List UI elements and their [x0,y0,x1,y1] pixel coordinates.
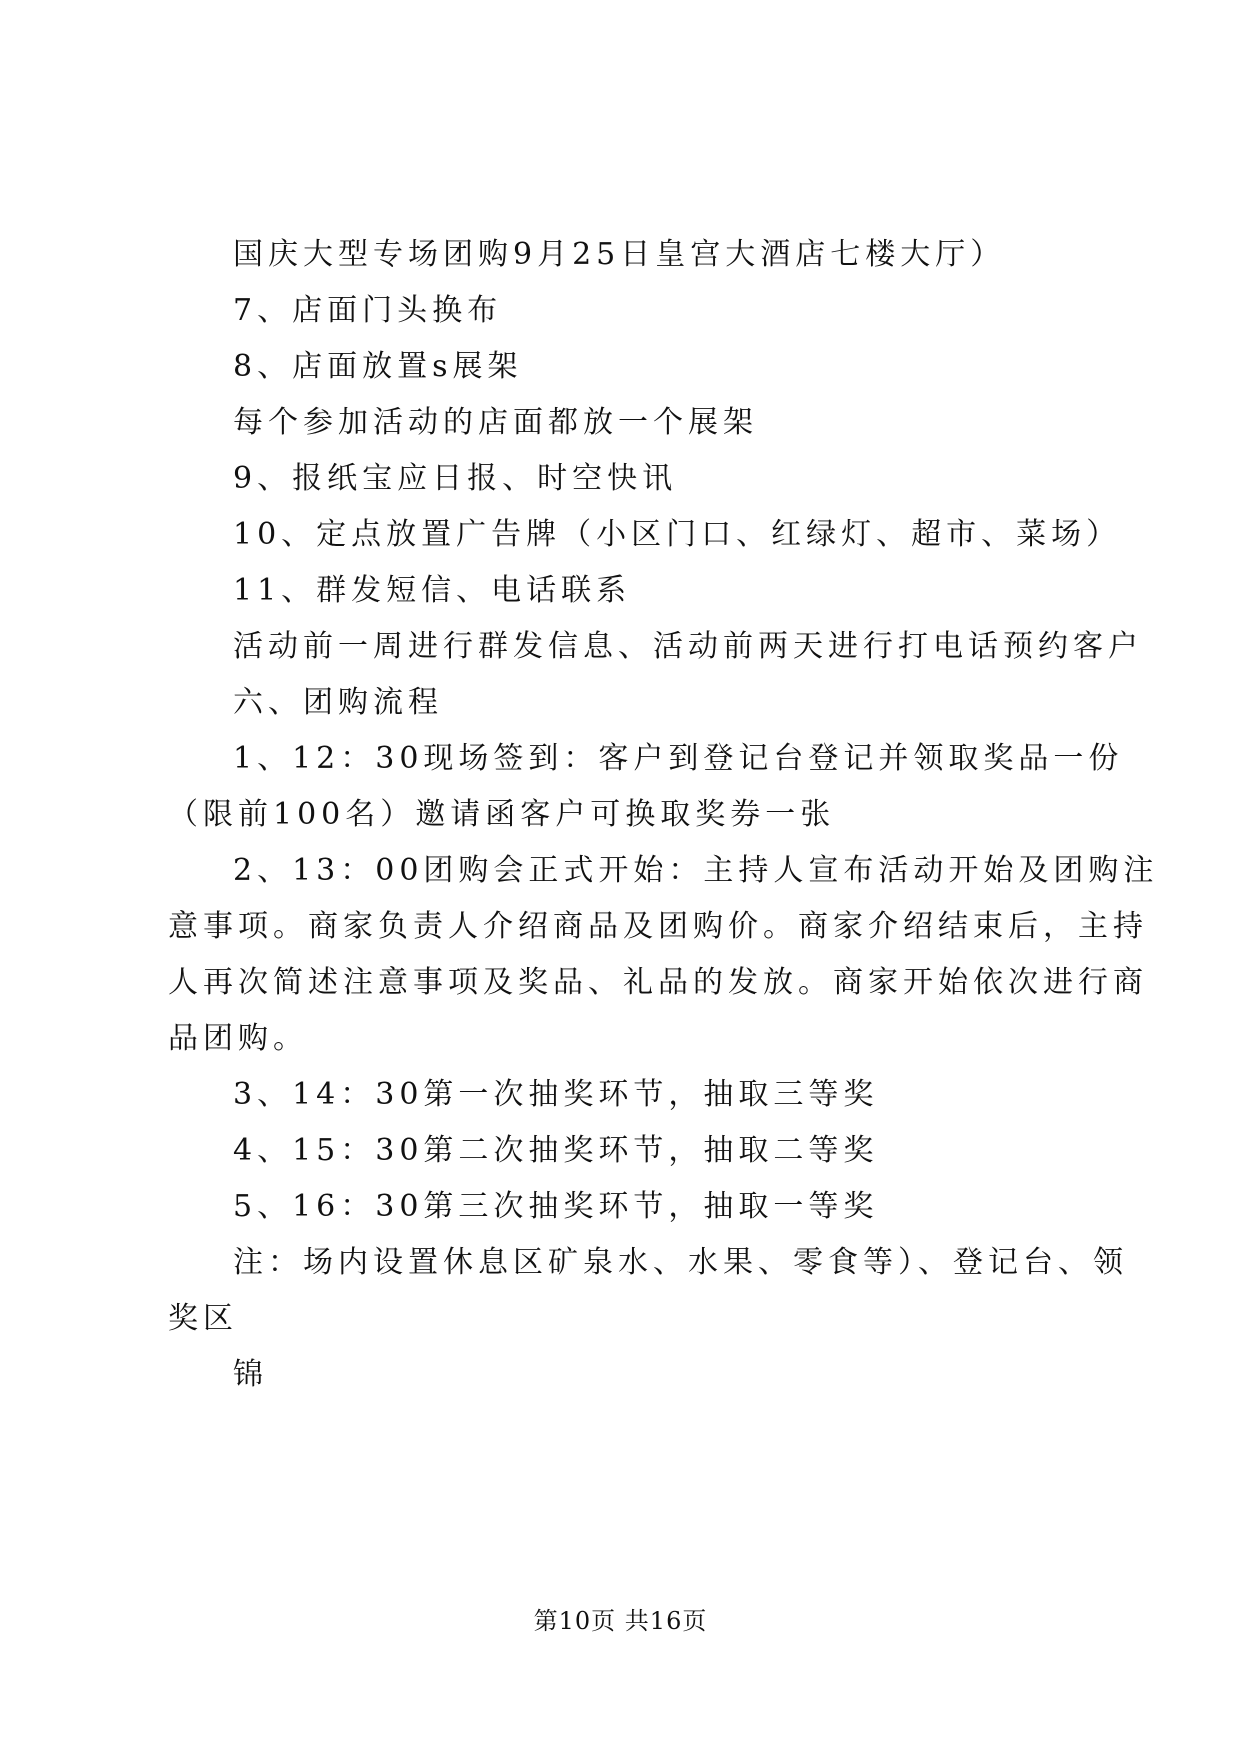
text-line-8: 活动前一周进行群发信息、活动前两天进行打电话预约客户 [233,629,1143,664]
text-line-20: 奖区 [168,1301,238,1336]
text-line-7: 11、群发短信、电话联系 [233,573,632,608]
text-line-4: 每个参加活动的店面都放一个展架 [233,405,758,440]
text-line-11: （限前100名）邀请函客户可换取奖券一张 [168,797,836,832]
page-footer: 第10页 共16页 [533,1607,708,1635]
text-line-14: 人再次简述注意事项及奖品、礼品的发放。商家开始依次进行商 [168,965,1148,1000]
section-heading: 六、团购流程 [233,685,443,720]
text-line-1: 国庆大型专场团购9月25日皇宫大酒店七楼大厅） [233,237,1006,272]
text-line-2: 7、店面门头换布 [233,293,503,328]
text-line-6: 10、定点放置广告牌（小区门口、红绿灯、超市、菜场） [233,517,1122,552]
text-line-18: 5、16：30第三次抽奖环节，抽取一等奖 [233,1189,879,1224]
text-line-17: 4、15：30第二次抽奖环节，抽取二等奖 [233,1133,879,1168]
text-line-13: 意事项。商家负责人介绍商品及团购价。商家介绍结束后，主持 [168,909,1148,944]
text-line-3: 8、店面放置s展架 [233,349,523,384]
text-line-10: 1、12：30现场签到：客户到登记台登记并领取奖品一份 [233,741,1124,776]
text-line-19: 注：场内设置休息区矿泉水、水果、零食等）、登记台、领 [233,1245,1128,1280]
text-line-15: 品团购。 [168,1021,308,1056]
text-line-21: 锦 [233,1357,268,1392]
text-line-16: 3、14：30第一次抽奖环节，抽取三等奖 [233,1077,879,1112]
text-line-12: 2、13：00团购会正式开始：主持人宣布活动开始及团购注 [233,853,1159,888]
text-line-5: 9、报纸宝应日报、时空快讯 [233,461,678,496]
